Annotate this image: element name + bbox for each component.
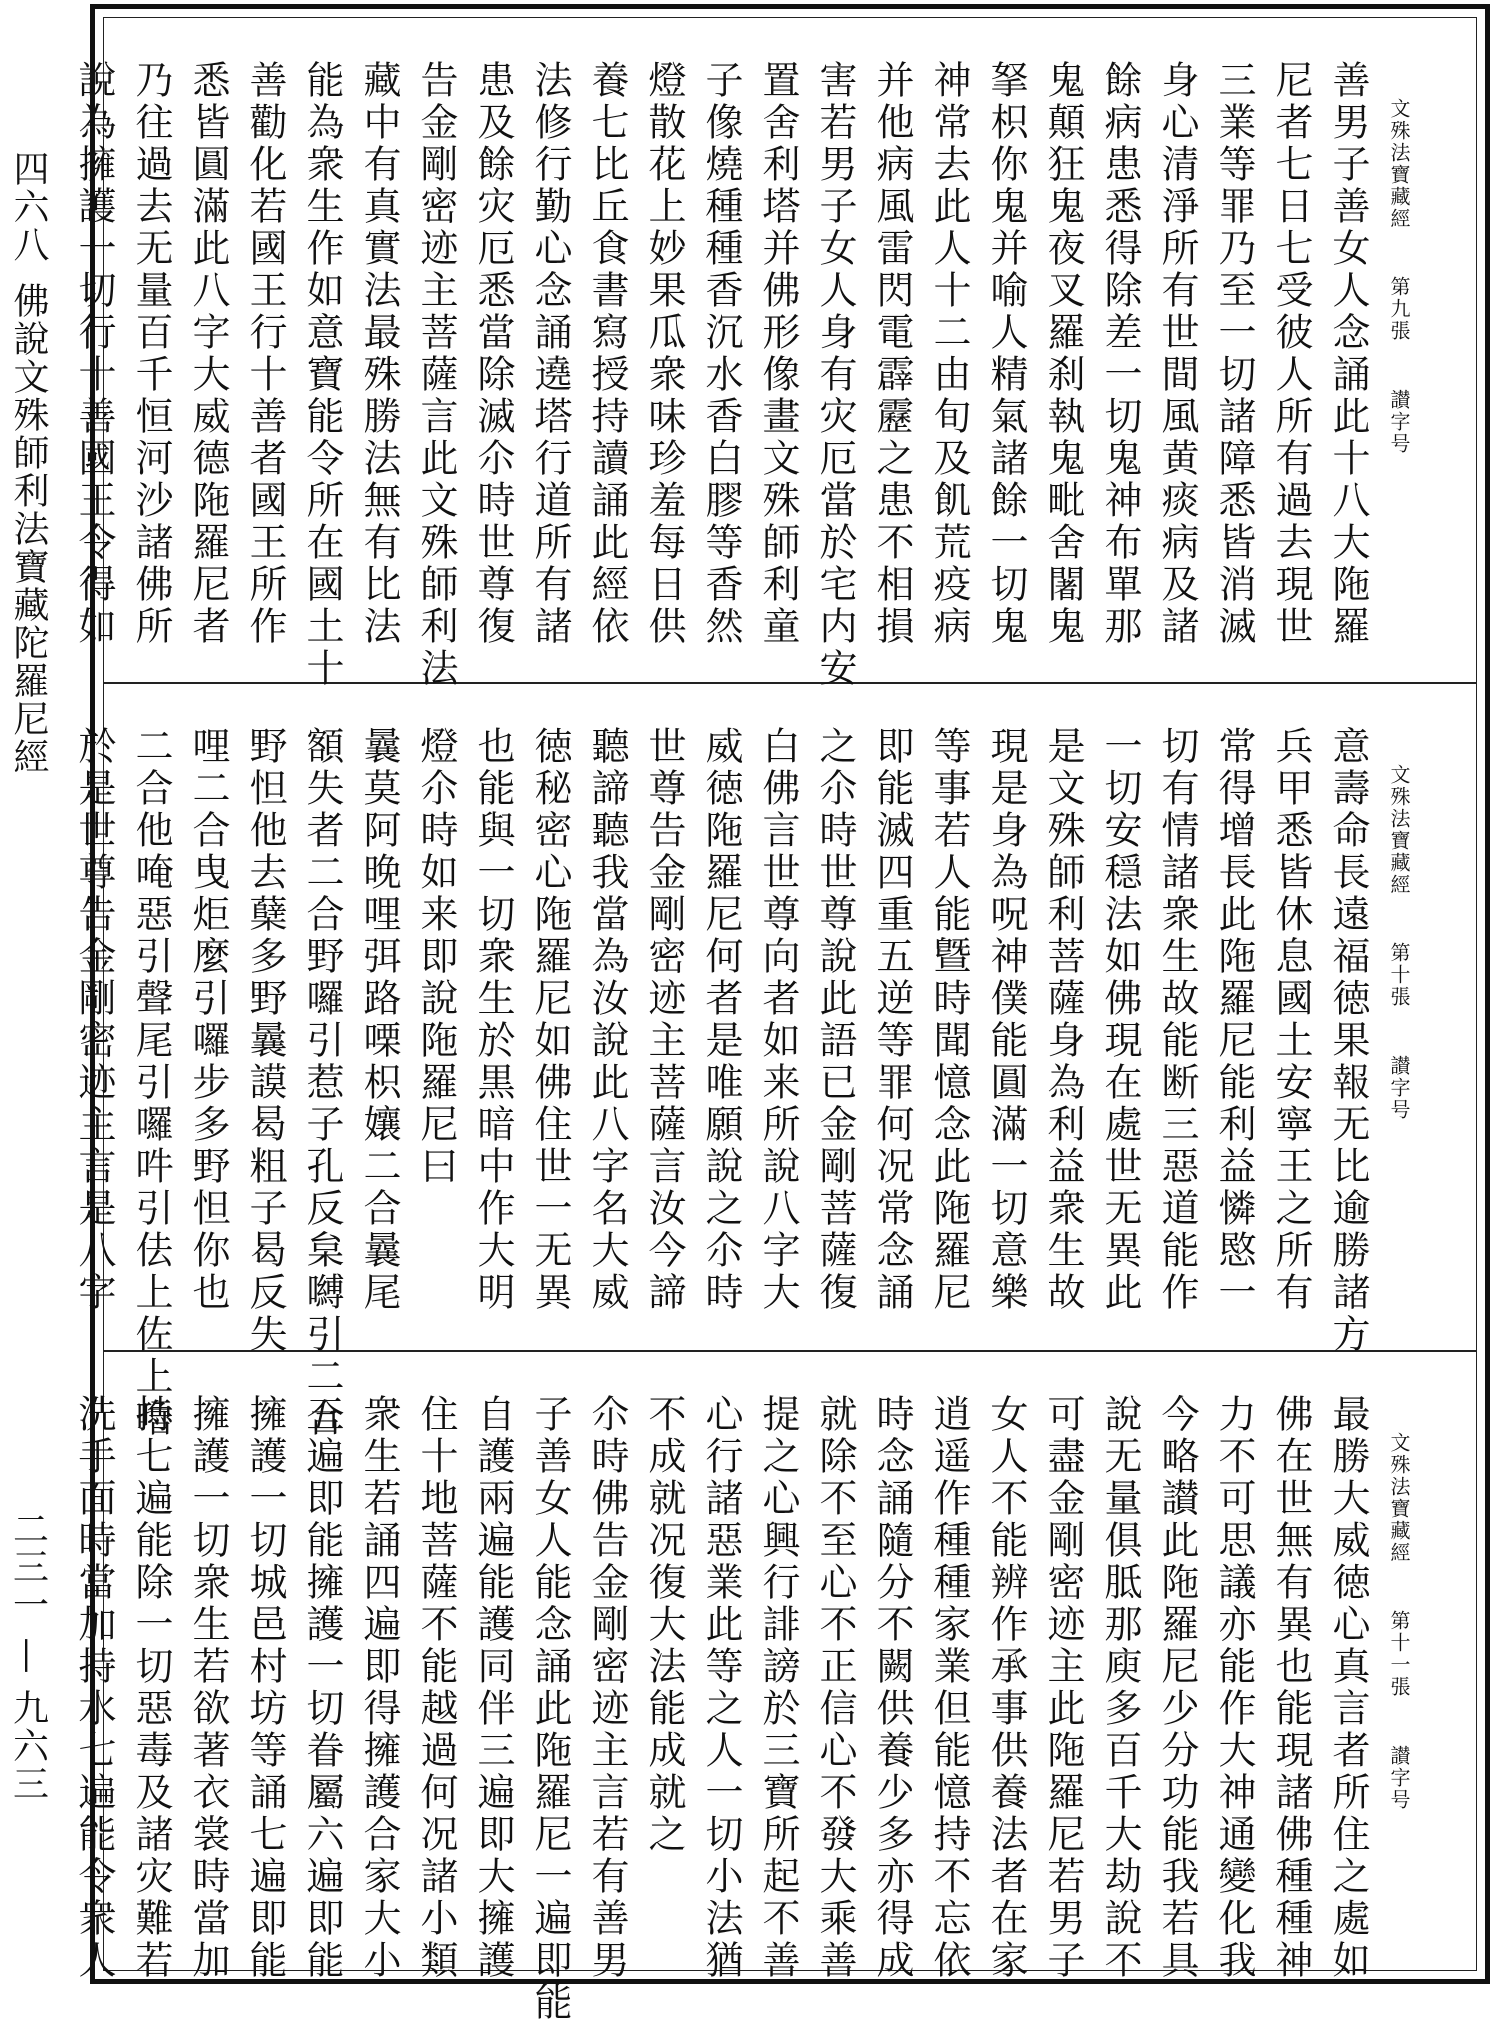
text-column: 白佛言世尊向者如来所說八字大 <box>756 726 800 1314</box>
text-column: 拏枳你鬼并喻人精氣諸餘一切鬼 <box>984 60 1028 648</box>
text-column: 不成就况復大法能成就之 <box>642 1394 686 1856</box>
colophon-title: 文殊法寶藏經 <box>1387 98 1411 230</box>
page-number-top: 四六八 <box>8 150 49 264</box>
text-column: 擁護一切城邑村坊等誦七遍即能 <box>243 1394 287 1982</box>
text-column: 能為衆生作如意寶能令所在國土十 <box>300 60 344 690</box>
text-column: 子像燒種種香沉水香白膠等香然 <box>699 60 743 648</box>
text-column: 五遍即能擁護一切眷屬六遍即能 <box>300 1394 344 1982</box>
text-column: 害若男子女人身有灾厄當於宅内安 <box>813 60 857 690</box>
text-column: 逍遥作種種家業但能憶持不忘依 <box>927 1394 971 1982</box>
colophon-title: 文殊法寶藏經 <box>1387 1432 1411 1564</box>
text-column: 三業等罪乃至一切諸障悉皆消滅 <box>1212 60 1256 648</box>
text-column: 提之心興行誹謗於三寶所起不善 <box>756 1394 800 1982</box>
text-column: 世尊告金剛密迹主菩薩言汝今諦 <box>642 726 686 1314</box>
text-column: 一切安穏法如佛現在處世无異此 <box>1098 726 1142 1314</box>
text-column: 常得增長此陁羅尼能利益憐愍一 <box>1212 726 1256 1314</box>
text-column: 曩莫阿晚哩弭路㗚枳孃二合曩尾 <box>357 726 401 1314</box>
text-column: 尼者七日七受彼人所有過去現世 <box>1269 60 1313 648</box>
text-column: 尒時佛告金剛密迹主言若有善男 <box>585 1394 629 1982</box>
text-column: 神常去此人十二由旬及飢荒疫病 <box>927 60 971 648</box>
text-column: 說為擁護一切行十善國王令得如 <box>72 60 116 648</box>
text-column: 之尒時世尊說此語已金剛菩薩復 <box>813 726 857 1314</box>
text-column: 法修行勤心念誦遶塔行道所有諸 <box>528 60 572 648</box>
text-column: 洗手面時當加持水七遍能令衆人 <box>72 1394 116 1982</box>
volume-page-number: 二三一 — 九六三 <box>7 1510 49 1803</box>
text-column: 善勸化若國王行十善者國王所作 <box>243 60 287 648</box>
text-column: 持七遍能除一切惡毒及諸灾難若 <box>129 1394 173 1982</box>
colophon <box>1385 98 1414 455</box>
text-column: 是文殊師利菩薩身為利益衆生故 <box>1041 726 1085 1314</box>
text-column: 自護兩遍能護同伴三遍即大擁護 <box>471 1394 515 1982</box>
text-column: 即能滅四重五逆等罪何况常念誦 <box>870 726 914 1314</box>
text-column: 說无量俱胝那庾多百千大劫說不 <box>1098 1394 1142 1982</box>
text-columns <box>65 60 1376 690</box>
text-column: 燈散花上妙果瓜衆味珍羞每日供 <box>642 60 686 648</box>
text-column: 就除不至心不正信心不發大乘善 <box>813 1394 857 1982</box>
text-column: 力不可思議亦能作大神通變化我 <box>1212 1394 1256 1982</box>
text-column: 衆生若誦四遍即得擁護合家大小 <box>357 1394 401 1982</box>
text-columns <box>65 726 1376 1440</box>
block-page-11 <box>72 1352 1476 2024</box>
colophon-mark: 讃字号 <box>1387 1744 1411 1811</box>
text-column: 身心清淨所有世間風黄痰病及諸 <box>1155 60 1199 648</box>
sutra-title: 佛說文殊師利法寶藏陀羅尼經 <box>8 282 49 776</box>
text-column: 威徳陁羅尼何者是唯願說之尒時 <box>699 726 743 1314</box>
text-column: 聽諦聽我當為汝說此八字名大威 <box>585 726 629 1314</box>
text-frame-inner <box>72 17 1477 2024</box>
text-column: 於是世尊告金剛密迹主言是八字 <box>72 726 116 1314</box>
text-column: 住十地菩薩不能越過何况諸小類 <box>414 1394 458 1982</box>
text-column: 鬼顛狂鬼夜叉羅刹執鬼毗舍闍鬼 <box>1041 60 1085 648</box>
text-column: 悉皆圓滿此八字大威德陁羅尼者 <box>186 60 230 648</box>
colophon <box>1385 1432 1414 1811</box>
text-column: 并他病風雷閃電霹靂之患不相損 <box>870 60 914 648</box>
block-page-10 <box>72 684 1476 1440</box>
text-column: 徳秘密心陁羅尼如佛住世一无異 <box>528 726 572 1314</box>
colophon-sheet: 第九張 <box>1387 276 1411 343</box>
text-column: 佛在世無有異也能現諸佛種種神 <box>1269 1394 1313 1982</box>
text-column: 最勝大威徳心真言者所住之處如 <box>1326 1394 1370 1982</box>
text-column: 額失者二合野囉引惹子孔反枲嚩引二合 <box>300 726 344 1440</box>
block-page-9 <box>72 18 1476 690</box>
colophon-sheet: 第十一張 <box>1387 1610 1411 1699</box>
colophon-title: 文殊法寶藏經 <box>1387 764 1411 896</box>
colophon-sheet: 第十張 <box>1387 942 1411 1009</box>
colophon-mark: 讃字号 <box>1387 1054 1411 1121</box>
text-column: 也能與一切衆生於黒暗中作大明 <box>471 726 515 1314</box>
text-column: 子善女人能念誦此陁羅尼一遍即能 <box>528 1394 572 2024</box>
text-column: 可盡金剛密迹主此陁羅尼若男子 <box>1041 1394 1085 1982</box>
text-column: 擁護一切衆生若欲著衣裳時當加 <box>186 1394 230 1982</box>
text-columns <box>65 1394 1376 2024</box>
text-column: 意壽命長遠福徳果報无比逾勝諸方 <box>1326 726 1370 1356</box>
text-column: 等事若人能曁時聞憶念此陁羅尼 <box>927 726 971 1314</box>
colophon <box>1385 764 1414 1121</box>
text-column: 餘病患悉得除差一切鬼神布單那 <box>1098 60 1142 648</box>
text-column: 心行諸惡業此等之人一切小法猶 <box>699 1394 743 1982</box>
text-column: 女人不能辨作承事供養法者在家 <box>984 1394 1028 1982</box>
text-column: 燈尒時如来即說陁羅尼曰 <box>414 726 458 1188</box>
text-column: 養七比丘食書寫授持讀誦此經依 <box>585 60 629 648</box>
left-margin-footer <box>0 1510 56 1803</box>
text-column: 野怛他去蘖多野曩謨曷粗子曷反失 <box>243 726 287 1356</box>
text-column: 乃往過去无量百千恒河沙諸佛所 <box>129 60 173 648</box>
text-column: 置舍利塔并佛形像畫文殊師利童 <box>756 60 800 648</box>
text-column: 哩二合曳炬麼引囉步多野怛你也 <box>186 726 230 1314</box>
text-column: 現是身為呪神僕能圓滿一切意樂 <box>984 726 1028 1314</box>
text-column: 藏中有真實法最殊勝法無有比法 <box>357 60 401 648</box>
text-column: 善男子善女人念誦此十八大陁羅 <box>1326 60 1370 648</box>
colophon-mark: 讃字号 <box>1387 388 1411 455</box>
text-frame <box>72 4 1490 2024</box>
text-column: 時念誦隨分不闕供養少多亦得成 <box>870 1394 914 1982</box>
text-column: 今略讃此陁羅尼少分功能我若具 <box>1155 1394 1199 1982</box>
text-column: 切有情諸衆生故能断三惡道能作 <box>1155 726 1199 1314</box>
text-column: 二合他唵惡引聲尾引囉吽引佉上佐上嚕 <box>129 726 173 1440</box>
text-column: 患及餘灾厄悉當除滅尒時世尊復 <box>471 60 515 648</box>
left-margin-header <box>0 150 56 776</box>
text-column: 兵甲悉皆休息國土安寧王之所有 <box>1269 726 1313 1314</box>
text-column: 告金剛密迹主菩薩言此文殊師利法 <box>414 60 458 690</box>
